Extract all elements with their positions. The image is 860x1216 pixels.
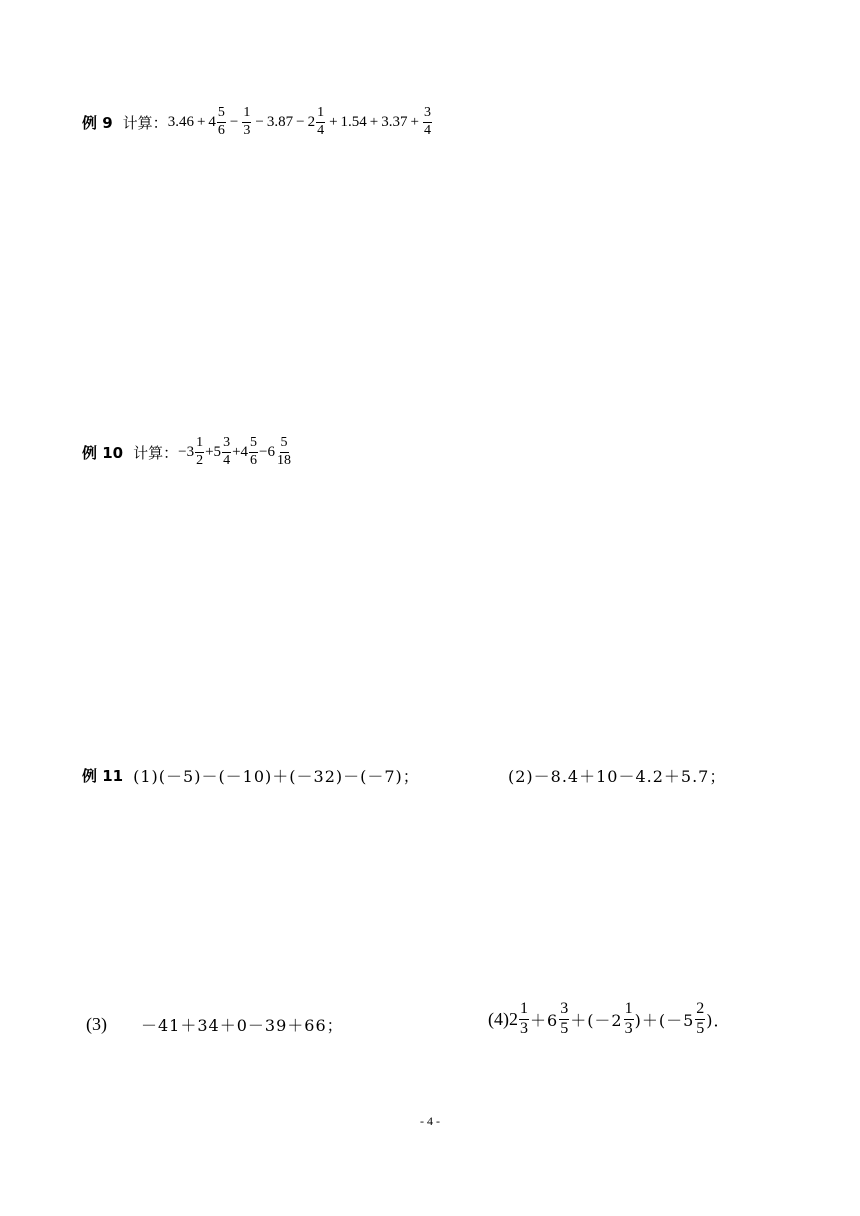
- signed-whole: +5: [205, 443, 222, 460]
- example-11-part-2: (2)－8.4＋10－4.2＋5.7；: [508, 767, 727, 786]
- denominator: 4: [423, 122, 431, 138]
- numerator: 5: [280, 436, 289, 453]
- example-11-part-3-number: (3): [86, 1014, 107, 1034]
- example-11-part-1: (1)(－5)－(－10)＋(－32)－(－7)；: [133, 767, 420, 786]
- fraction: [249, 436, 258, 468]
- numerator: 1: [624, 1001, 634, 1020]
- example-11-row-4: [488, 1001, 731, 1038]
- fraction: [624, 1001, 634, 1038]
- term: 3.87: [266, 113, 294, 130]
- denominator: 3: [243, 122, 251, 138]
- fraction: [276, 436, 292, 468]
- fraction: [222, 436, 231, 468]
- operator: −: [255, 113, 264, 130]
- term: 1.54: [340, 113, 367, 130]
- example-11-row-1: [82, 764, 420, 787]
- fraction: [423, 106, 432, 138]
- example-11-part-3-expression: －41＋34＋0－39＋66；: [141, 1016, 344, 1035]
- denominator: 2: [196, 452, 204, 468]
- example-11-label: 例 11: [82, 767, 124, 785]
- fraction: [316, 106, 325, 138]
- numerator: 1: [195, 436, 204, 453]
- numerator: 1: [519, 1001, 529, 1020]
- example-10-instruction: 计算：: [133, 443, 179, 462]
- numerator: 3: [222, 436, 231, 453]
- closing-punctuation: )．: [706, 1010, 731, 1030]
- example-9-label: 例 9: [82, 113, 113, 132]
- signed-whole: ＋(－2: [570, 1010, 623, 1030]
- term: 3.37: [381, 113, 408, 130]
- signed-whole: −6: [259, 443, 275, 460]
- example-9-instruction: 计算：: [122, 113, 168, 132]
- denominator: 6: [250, 452, 258, 468]
- operator: +: [329, 113, 338, 130]
- signed-whole: −3: [178, 443, 195, 460]
- fraction: [519, 1001, 529, 1038]
- whole-part: 2: [307, 113, 316, 130]
- numerator: 2: [695, 1001, 705, 1020]
- example-10-label: 例 10: [82, 443, 124, 462]
- denominator: 5: [696, 1019, 705, 1037]
- operator: +: [410, 113, 419, 130]
- example-11-part-4-expression: [488, 1001, 731, 1038]
- denominator: 3: [520, 1019, 528, 1037]
- page-number: - 4 -: [420, 1114, 440, 1128]
- denominator: 4: [223, 452, 231, 468]
- numerator: 3: [423, 106, 432, 123]
- denominator: 3: [624, 1019, 633, 1037]
- fraction: [242, 106, 251, 138]
- example-11-row-1b: [508, 764, 726, 787]
- fraction: [559, 1001, 569, 1038]
- operator: +: [196, 113, 206, 130]
- operator: −: [296, 113, 305, 130]
- denominator: 6: [217, 122, 225, 138]
- signed-whole: )＋(－5: [634, 1010, 695, 1030]
- denominator: 5: [560, 1019, 569, 1037]
- numerator: 1: [316, 106, 325, 123]
- denominator: 18: [277, 452, 291, 468]
- signed-whole: +4: [232, 443, 249, 460]
- example-11-row-3: [86, 1013, 344, 1036]
- example-10: [82, 436, 293, 468]
- whole-part: 4: [208, 113, 216, 130]
- denominator: 4: [317, 122, 325, 138]
- whole-part: 2: [509, 1008, 518, 1029]
- part-number: (4): [488, 1008, 509, 1029]
- numerator: 5: [249, 436, 258, 453]
- numerator: 5: [217, 106, 226, 123]
- fraction: [695, 1001, 705, 1038]
- fraction: [217, 106, 226, 138]
- numerator: 3: [559, 1001, 569, 1020]
- signed-whole: ＋6: [530, 1010, 559, 1030]
- example-10-expression: [178, 436, 293, 468]
- example-9-expression: [168, 106, 433, 138]
- example-9: [82, 106, 433, 138]
- term: 3.46: [167, 113, 194, 130]
- operator: +: [369, 113, 379, 130]
- numerator: 1: [242, 106, 251, 123]
- operator: −: [229, 113, 239, 130]
- fraction: [195, 436, 204, 468]
